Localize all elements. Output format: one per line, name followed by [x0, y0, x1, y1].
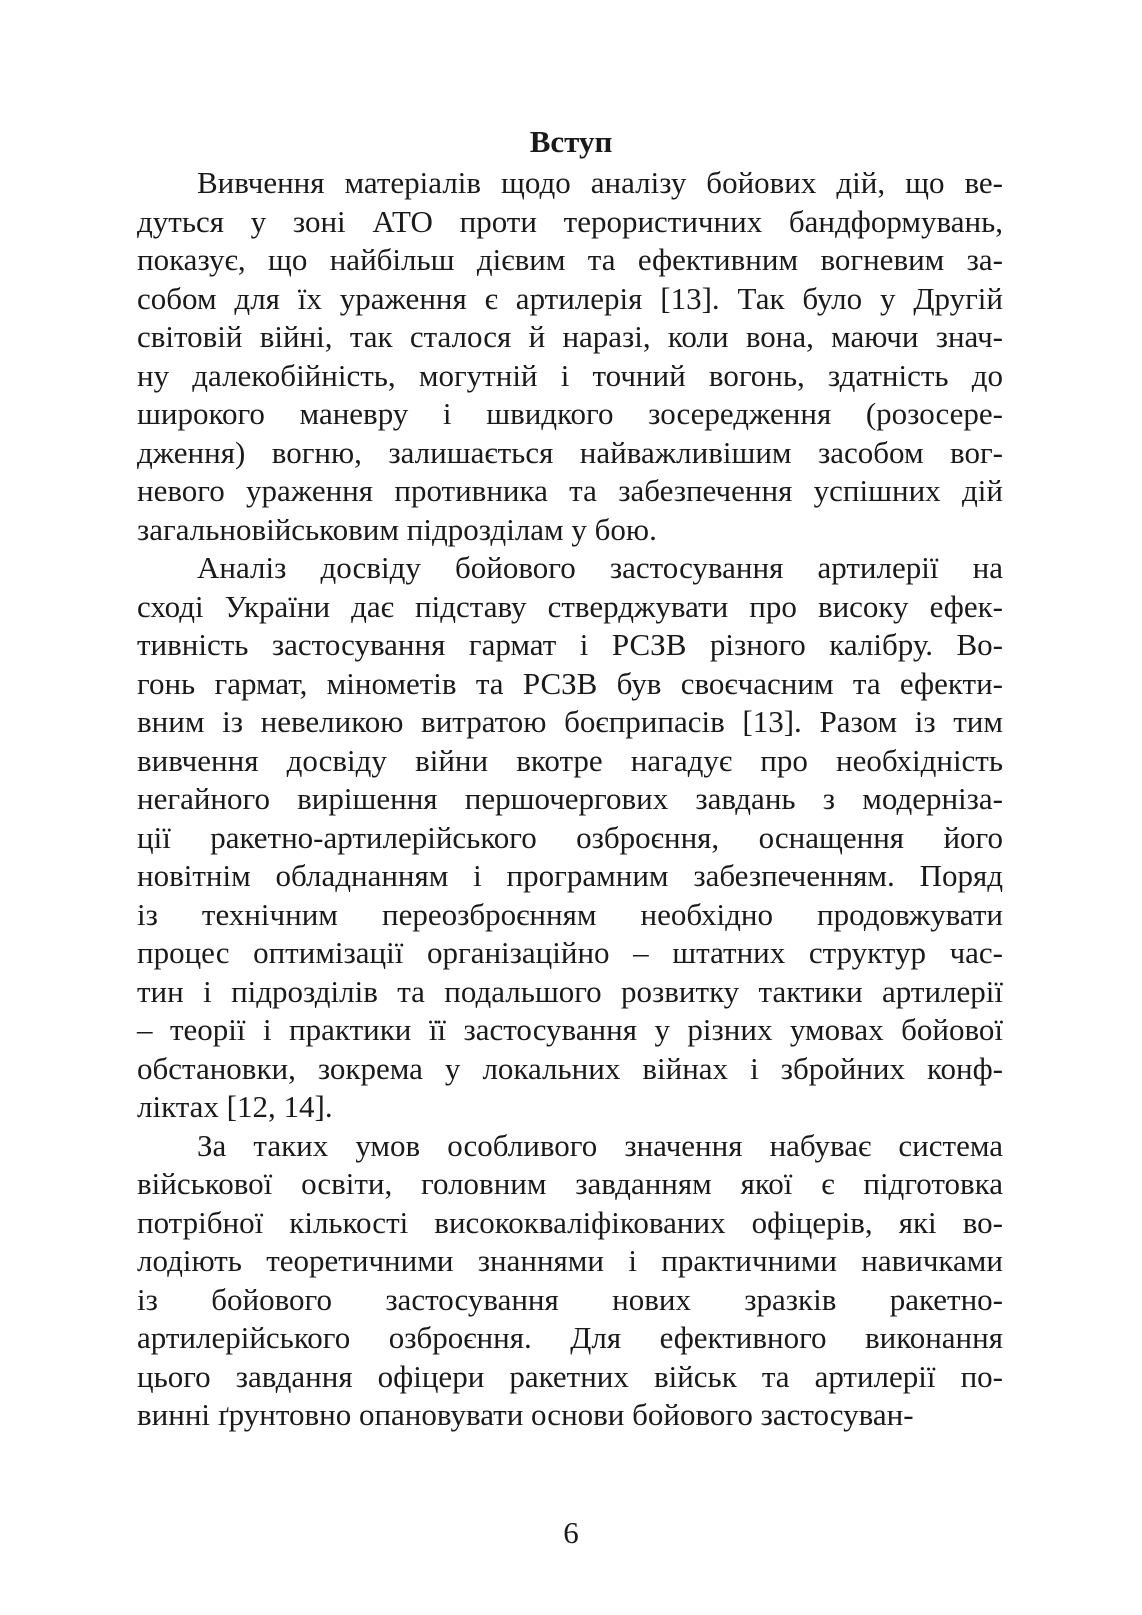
- text-line: артилерійського озброєння. Для ефективного виконання: [137, 1320, 1003, 1355]
- text-line: Вивчення матеріалів щодо аналізу бойових дій, що ве-: [197, 165, 1003, 200]
- text-line: із технічним переозброєнням необхідно продовжувати: [137, 896, 1003, 932]
- text-line: цього завдання офіцери ракетних військ та артилерії по-: [137, 1358, 1003, 1394]
- text-line: ну далекобійність, могутній і точний вогонь, здатність до: [137, 357, 1003, 393]
- text-line: світовій війні, так сталося й наразі, коли вона, маючи знач-: [137, 319, 1003, 354]
- text-line: вним із невеликою витратою боєприпасів [13]. Разом із тим: [137, 704, 1003, 739]
- paragraph: [137, 1127, 1003, 1435]
- text-line: невого ураження противника та забезпечення успішних дій: [137, 473, 1003, 508]
- text-line: сході України дає підставу стверджувати про високу ефек-: [137, 588, 1003, 624]
- text-line: гонь гармат, мінометів та РСЗВ був своєчасним та ефекти-: [137, 665, 1003, 701]
- text-line: собом для їх ураження є артилерія [13]. Так було у Другій: [137, 280, 1003, 316]
- paragraph: [137, 549, 1003, 1127]
- text-line: лодіють теоретичними знаннями і практичними навичками: [137, 1243, 1003, 1278]
- text-line: винні ґрунтовно опановувати основи бойового застосуван-: [137, 1397, 914, 1432]
- page-number: 6: [563, 1515, 579, 1550]
- text-line: Аналіз досвіду бойового застосування артилерії на: [197, 550, 1003, 585]
- text-line: широкого маневру і швидкого зосередження (розосере-: [137, 396, 1003, 431]
- text-line: показує, що найбільш дієвим та ефективним вогневим за-: [137, 242, 1003, 277]
- text-line: негайного вирішення першочергових завдань з модерніза-: [137, 781, 1003, 816]
- text-line: потрібної кількості висококваліфікованих офіцерів, які во-: [137, 1204, 1003, 1240]
- text-line: За таких умов особливого значення набуває система: [197, 1127, 1003, 1163]
- text-line: вивчення досвіду війни вкотре нагадує про необхідність: [137, 742, 1003, 778]
- text-line: процес оптимізації організаційно – штатних структур час-: [137, 935, 1003, 970]
- text-line: із бойового застосування нових зразків ракетно-: [137, 1281, 1003, 1317]
- paragraph: [137, 164, 1003, 549]
- text-line: тин і підрозділів та подальшого розвитку тактики артилерії: [137, 973, 1003, 1009]
- body-text: [137, 164, 1003, 1435]
- text-line: новітнім обладнанням і програмним забезпеченням. Поряд: [137, 858, 1003, 893]
- text-line: ції ракетно-артилерійського озброєння, оснащення його: [137, 819, 1003, 855]
- text-line: військової освіти, головним завданням якої є підготовка: [137, 1166, 1003, 1201]
- text-line: тивність застосування гармат і РСЗВ різного калібру. Во-: [137, 627, 1003, 662]
- text-line: – теорії і практики її застосування у різних умовах бойової: [137, 1012, 1003, 1047]
- text-line: обстановки, зокрема у локальних війнах і збройних конф-: [137, 1050, 1003, 1086]
- text-line: ліктах [12, 14].: [137, 1089, 333, 1124]
- text-line: загальновійськовим підрозділам у бою.: [137, 511, 657, 547]
- text-line: дження) вогню, залишається найважливішим засобом вог-: [137, 434, 1003, 470]
- text-line: дуться у зоні АТО проти терористичних бандформувань,: [137, 203, 1003, 239]
- section-title: Вступ: [529, 124, 613, 159]
